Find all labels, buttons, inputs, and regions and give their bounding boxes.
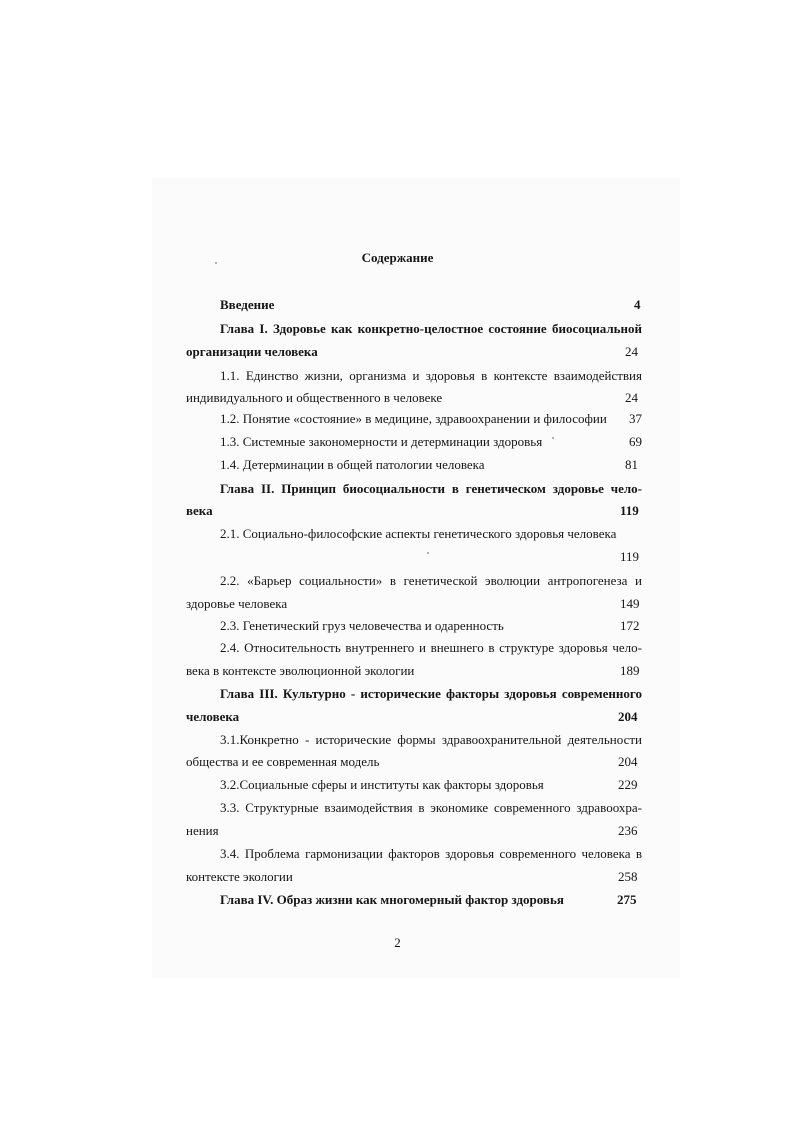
toc-chapter-4[interactable]: Глава IV. Образ жизни как многомерный фактор здоровья — [220, 892, 564, 907]
toc-section-1-3[interactable]: 1.3. Системные закономерности и детерминации здоровья — [220, 434, 543, 449]
toc-chapter-3-line-1[interactable]: Глава III. Культурно - исторические факторы здоровья современного — [220, 686, 642, 701]
toc-section-3-2-page: 229 — [618, 777, 638, 792]
toc-chapter-1-line-1[interactable]: Глава I. Здоровье как конкретно-целостное состояние биосоциальной — [220, 321, 642, 336]
toc-section-1-1-line-1[interactable]: 1.1. Единство жизни, организма и здоровья в контексте взаимодействия — [220, 368, 642, 383]
toc-intro-page: 4 — [634, 297, 641, 312]
toc-section-3-3-line-2[interactable]: нения — [186, 823, 219, 838]
toc-section-1-1-line-2[interactable]: индивидуального и общественного в человеке — [186, 390, 443, 405]
toc-section-1-4[interactable]: 1.4. Детерминации в общей патологии человека — [220, 457, 485, 472]
toc-section-3-1-page: 204 — [618, 754, 638, 769]
toc-section-3-4-page: 258 — [618, 869, 638, 884]
scan-speck — [552, 437, 554, 439]
toc-section-2-3-page: 172 — [620, 618, 640, 633]
toc-section-1-4-page: 81 — [625, 457, 638, 472]
toc-chapter-1-page: 24 — [625, 344, 638, 359]
toc-intro-label[interactable]: Введение — [220, 297, 275, 312]
toc-section-2-3[interactable]: 2.3. Генетический груз человечества и одаренность — [220, 618, 504, 633]
toc-section-1-3-page: 69 — [629, 434, 642, 449]
toc-section-1-1-page: 24 — [625, 390, 638, 405]
toc-section-2-1[interactable]: 2.1. Социально-философские аспекты генетического здоровья человека — [220, 526, 617, 541]
toc-chapter-4-page: 275 — [617, 892, 637, 907]
toc-section-3-3-line-1[interactable]: 3.3. Структурные взаимодействия в экономике современного здравоохра- — [220, 800, 642, 815]
toc-chapter-2-page: 119 — [620, 503, 639, 518]
toc-section-2-4-line-2[interactable]: века в контексте эволюционной экологии — [186, 663, 415, 678]
toc-section-3-4-line-2[interactable]: контексте экологии — [186, 869, 293, 884]
toc-chapter-2-line-2[interactable]: века — [186, 503, 213, 518]
toc-section-2-1-page: 119 — [620, 549, 640, 564]
toc-chapter-2-line-1[interactable]: Глава II. Принцип биосоциальности в генетическом здоровье чело- — [220, 481, 642, 496]
toc-section-3-3-page: 236 — [618, 823, 638, 838]
page-title: Содержание — [361, 250, 434, 265]
toc-chapter-1-line-2[interactable]: организации человека — [186, 344, 318, 359]
toc-section-2-4-page: 189 — [620, 663, 640, 678]
scan-speck — [427, 552, 429, 554]
toc-section-2-2-page: 149 — [620, 596, 640, 611]
scan-speck — [215, 262, 217, 264]
toc-section-3-2[interactable]: 3.2.Социальные сферы и институты как факторы здоровья — [220, 777, 544, 792]
toc-section-3-1-line-2[interactable]: общества и ее современная модель — [186, 754, 380, 769]
toc-section-3-4-line-1[interactable]: 3.4. Проблема гармонизации факторов здоровья современного человека в — [220, 846, 642, 861]
toc-section-2-2-line-1[interactable]: 2.2. «Барьер социальности» в генетической эволюции антропогенеза и — [220, 573, 642, 588]
toc-section-3-1-line-1[interactable]: 3.1.Конкретно - исторические формы здравоохранительной деятельности — [220, 732, 642, 747]
toc-section-2-4-line-1[interactable]: 2.4. Относительность внутреннего и внешнего в структуре здоровья чело- — [220, 640, 642, 655]
toc-section-1-2[interactable]: 1.2. Понятие «состояние» в медицине, здравоохранении и философии — [220, 411, 607, 426]
toc-chapter-3-page: 204 — [618, 709, 638, 724]
toc-chapter-3-line-2[interactable]: человека — [186, 709, 240, 724]
page-number: 2 — [394, 935, 401, 950]
toc-section-1-2-page: 37 — [629, 411, 642, 426]
toc-section-2-2-line-2[interactable]: здоровье человека — [186, 596, 288, 611]
